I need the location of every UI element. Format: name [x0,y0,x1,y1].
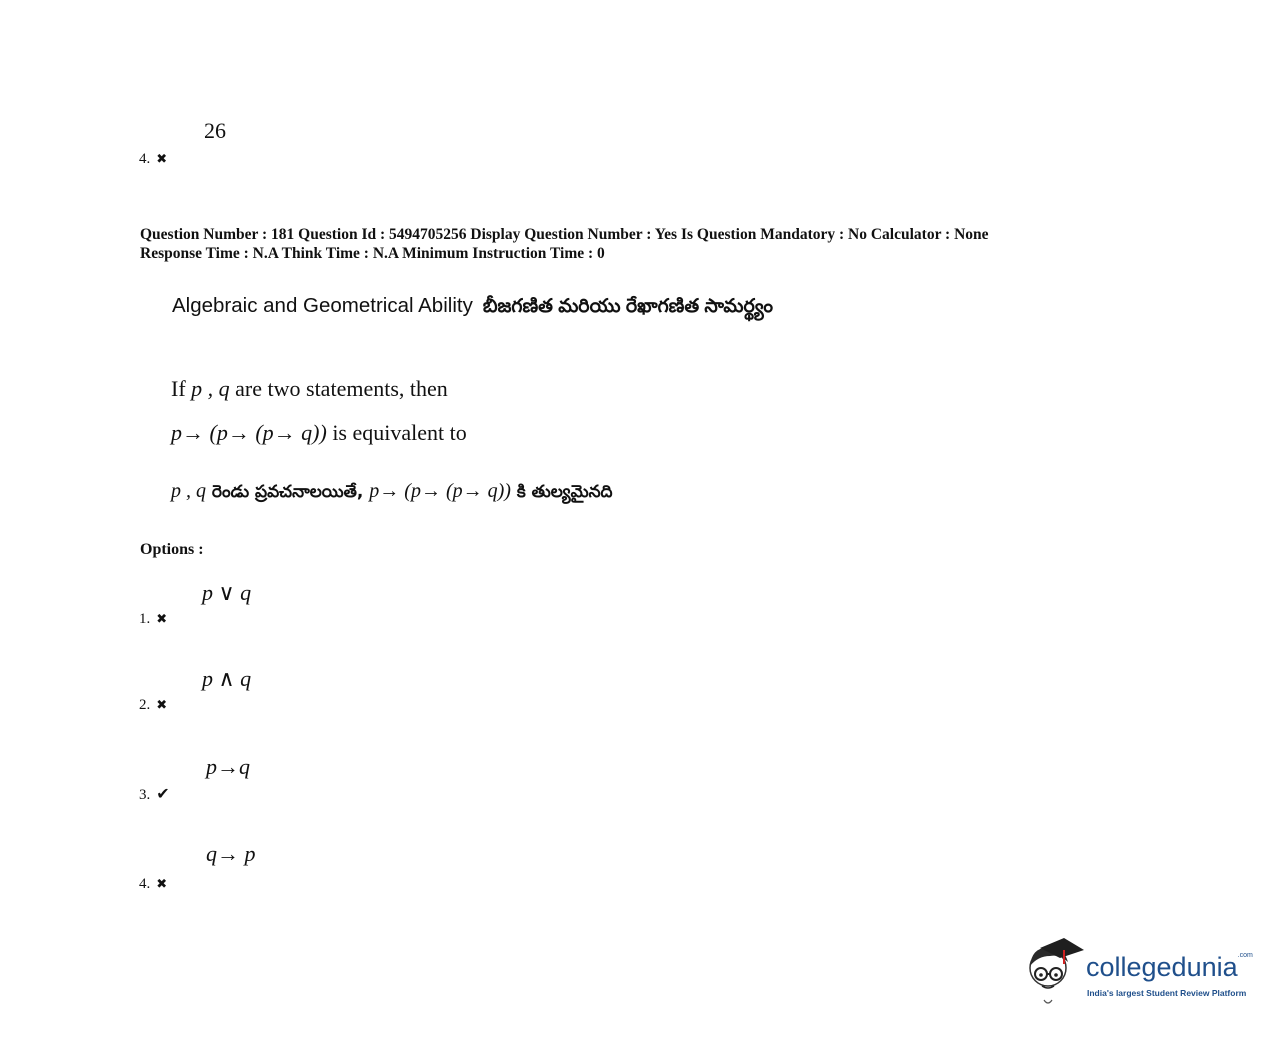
question-math: p , q [171,480,206,502]
question-text: is equivalent to [326,420,467,445]
option-1-expression: p ∨ q [202,580,252,605]
cross-icon: ✖ [156,697,168,712]
option-2-expression: p ∧ q [202,666,252,691]
question-telugu [171,480,613,506]
option-1-number [139,611,167,628]
option-3-expression: p→q [206,754,250,779]
logo-suffix: .com [1237,952,1253,959]
option-number-label: 4. [139,151,151,167]
option-number-label: 2. [139,697,151,713]
cross-icon: ✖ [156,151,168,166]
question-telugu-text: రెండు ప్రవచనాలయితే, [206,482,370,502]
question-line-2 [171,420,467,446]
cross-icon: ✖ [156,611,168,626]
option-3-number [139,784,170,804]
section-heading [172,294,773,322]
section-title-english: Algebraic and Geometrical Ability [172,294,473,317]
question-meta-line2: Response Time : N.A Think Time : N.A Minimum Instruction Time : 0 [140,245,605,262]
cross-icon: ✖ [156,876,168,891]
question-math: p→ (p→ (p→ q)) [171,420,327,445]
option-2-number [139,697,167,714]
previous-option-value: 26 [204,118,226,143]
logo-name: collegedunia [1086,952,1238,982]
question-text: are two statements, then [229,376,448,401]
question-text: If [171,376,192,401]
logo-tagline: India's largest Student Review Platform [1087,988,1247,998]
logo-wordmark [1086,952,1253,983]
option-number-label: 3. [139,787,151,803]
option-4-number [139,876,167,893]
question-meta-line1: Question Number : 181 Question Id : 5494705256 Display Question Number : Yes Is Question Mandatory : No Calculator : None [140,226,989,243]
section-title-telugu: బీజగణిత మరియు రేఖాగణిత సామర్థ్యం [482,296,774,317]
question-meta [140,225,989,263]
check-icon: ✔ [156,786,170,803]
option-number-label: 4. [139,876,151,892]
question-math: p , q [191,376,230,401]
question-telugu-text: కి తుల్యమైనది [510,482,613,502]
previous-option-number [139,151,167,168]
question-line-1 [171,376,448,402]
option-4-expression: q→ p [206,841,256,866]
option-number-label: 1. [139,611,151,627]
question-math: p→ (p→ (p→ q)) [369,480,511,502]
options-label: Options : [140,541,204,558]
